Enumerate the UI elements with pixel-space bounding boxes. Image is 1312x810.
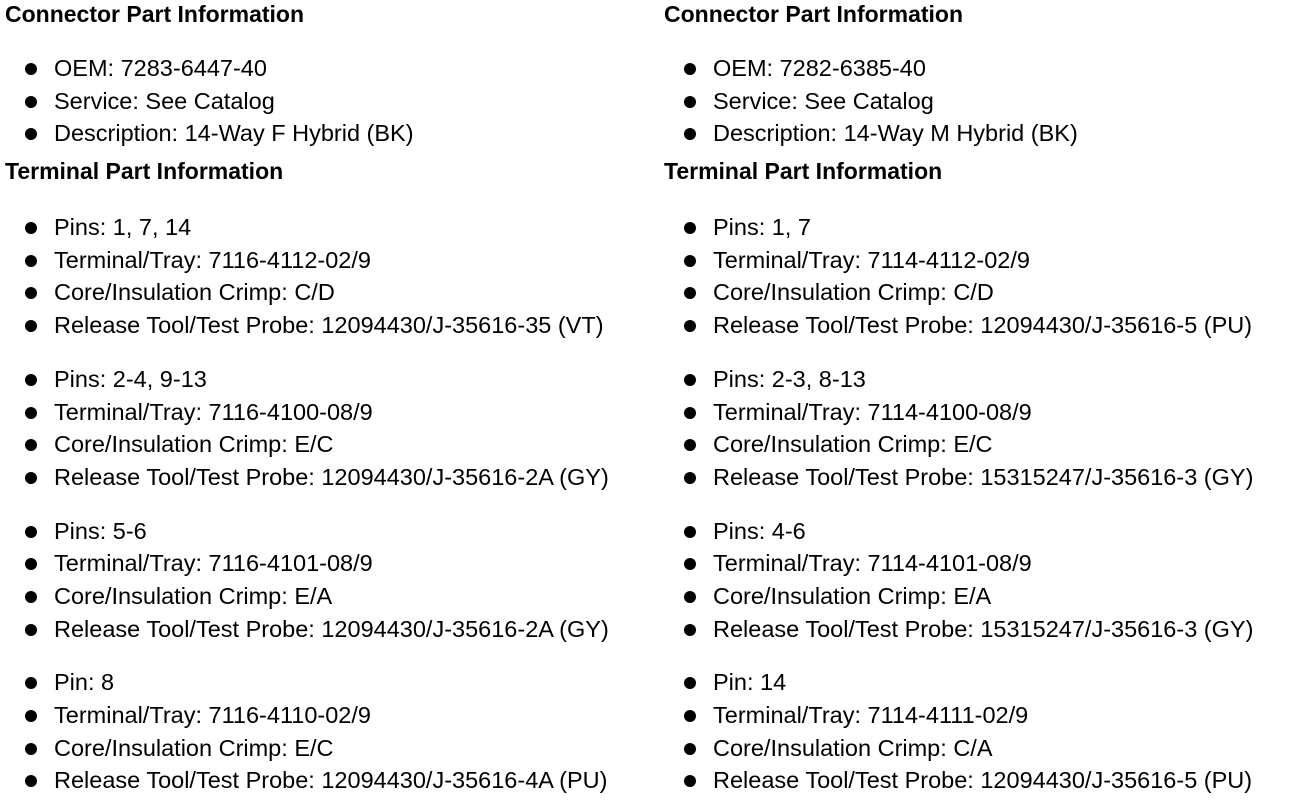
bullet-icon — [684, 775, 696, 787]
terminal-tray-text: Terminal/Tray: 7114-4111-02/9 — [713, 702, 1029, 728]
bullet-icon — [25, 677, 37, 689]
pins-text: Pin: 14 — [713, 669, 787, 696]
bullet-icon — [684, 255, 696, 267]
connector-info-list — [5, 52, 655, 150]
bullet-icon — [684, 624, 696, 636]
bullet-icon — [25, 526, 37, 538]
pins-text: Pins: 2-4, 9-13 — [54, 365, 207, 392]
bullet-icon — [25, 558, 37, 570]
list-item — [664, 547, 1312, 580]
list-item — [5, 428, 655, 461]
list-item — [664, 764, 1312, 797]
connector-heading: Connector Part Information — [664, 1, 964, 27]
list-item — [664, 396, 1312, 429]
list-item — [5, 117, 655, 150]
service-text: Service: See Catalog — [713, 87, 934, 114]
terminal-group — [5, 211, 655, 342]
list-item — [664, 699, 1312, 732]
bullet-icon — [25, 374, 37, 386]
list-item — [5, 276, 655, 309]
list-item — [664, 117, 1312, 150]
list-item — [664, 428, 1312, 461]
list-item — [5, 580, 655, 613]
connector-heading: Connector Part Information — [5, 1, 305, 27]
terminal-tray-text: Terminal/Tray: 7116-4101-08/9 — [54, 550, 373, 577]
connector-column-left — [5, 0, 655, 797]
bullet-icon — [25, 407, 37, 419]
list-item — [664, 580, 1312, 613]
list-item — [5, 211, 655, 244]
terminal-tray-text: Terminal/Tray: 7116-4110-02/9 — [54, 702, 371, 728]
bullet-icon — [684, 320, 696, 332]
bullet-icon — [25, 472, 37, 484]
bullet-icon — [25, 743, 37, 755]
pins-text: Pin: 8 — [54, 669, 115, 696]
list-item — [664, 276, 1312, 309]
pins-text: Pins: 5-6 — [54, 517, 147, 544]
bullet-icon — [25, 624, 37, 636]
bullet-icon — [684, 222, 696, 234]
bullet-icon — [684, 63, 696, 75]
bullet-icon — [25, 128, 37, 140]
release-tool-text: Release Tool/Test Probe: 12094430/J-35616-2A (GY) — [54, 615, 609, 642]
list-item — [5, 461, 655, 494]
list-item — [664, 666, 1312, 699]
crimp-text: Core/Insulation Crimp: E/C — [54, 734, 334, 761]
bullet-icon — [684, 128, 696, 140]
release-tool-text: Release Tool/Test Probe: 12094430/J-35616-5 (PU) — [713, 767, 1253, 794]
terminal-group — [5, 363, 655, 494]
bullet-icon — [684, 558, 696, 570]
bullet-icon — [684, 439, 696, 451]
list-item — [5, 309, 655, 342]
description-text: Description: 14-Way F Hybrid (BK) — [54, 120, 414, 147]
bullet-icon — [684, 710, 696, 722]
crimp-text: Core/Insulation Crimp: C/D — [713, 279, 994, 306]
list-item — [5, 613, 655, 646]
list-item — [664, 52, 1312, 85]
terminal-group — [664, 515, 1312, 646]
crimp-text: Core/Insulation Crimp: E/A — [713, 582, 992, 609]
bullet-icon — [684, 743, 696, 755]
description-text: Description: 14-Way M Hybrid (BK) — [713, 120, 1078, 147]
list-item — [5, 666, 655, 699]
list-item — [5, 85, 655, 118]
list-item — [664, 211, 1312, 244]
list-item — [664, 732, 1312, 765]
crimp-text: Core/Insulation Crimp: E/C — [54, 431, 334, 458]
terminal-tray-text: Terminal/Tray: 7114-4101-08/9 — [713, 550, 1032, 577]
release-tool-text: Release Tool/Test Probe: 15315247/J-35616-3 (GY) — [713, 615, 1254, 642]
list-item — [5, 764, 655, 797]
bullet-icon — [684, 677, 696, 689]
release-tool-text: Release Tool/Test Probe: 15315247/J-35616-3 (GY) — [713, 463, 1254, 490]
release-tool-text: Release Tool/Test Probe: 12094430/J-35616-2A (GY) — [54, 463, 609, 490]
bullet-icon — [684, 591, 696, 603]
list-item — [664, 244, 1312, 277]
crimp-text: Core/Insulation Crimp: E/A — [54, 582, 333, 609]
list-item — [5, 732, 655, 765]
terminal-group — [5, 666, 655, 797]
terminal-tray-text: Terminal/Tray: 7116-4112-02/9 — [54, 246, 371, 273]
release-tool-text: Release Tool/Test Probe: 12094430/J-35616-35 (VT) — [54, 312, 604, 339]
terminal-group — [664, 363, 1312, 494]
pins-text: Pins: 1, 7 — [713, 214, 811, 241]
terminal-heading: Terminal Part Information — [5, 158, 284, 185]
bullet-icon — [25, 320, 37, 332]
crimp-text: Core/Insulation Crimp: E/C — [713, 431, 993, 458]
list-item — [664, 515, 1312, 548]
service-text: Service: See Catalog — [54, 87, 275, 114]
bullet-icon — [684, 526, 696, 538]
terminal-tray-text: Terminal/Tray: 7114-4100-08/9 — [713, 398, 1032, 425]
bullet-icon — [684, 374, 696, 386]
list-item — [5, 699, 655, 732]
bullet-icon — [25, 775, 37, 787]
connector-column-right — [664, 0, 1312, 797]
list-item — [664, 363, 1312, 396]
pins-text: Pins: 2-3, 8-13 — [713, 365, 866, 392]
bullet-icon — [684, 407, 696, 419]
crimp-text: Core/Insulation Crimp: C/A — [713, 734, 993, 761]
oem-text: OEM: 7282-6385-40 — [713, 55, 926, 81]
bullet-icon — [25, 439, 37, 451]
release-tool-text: Release Tool/Test Probe: 12094430/J-35616-4A (PU) — [54, 767, 608, 794]
list-item — [5, 547, 655, 580]
list-item — [664, 85, 1312, 118]
release-tool-text: Release Tool/Test Probe: 12094430/J-35616-5 (PU) — [713, 312, 1253, 339]
pins-text: Pins: 1, 7, 14 — [54, 214, 192, 241]
bullet-icon — [684, 472, 696, 484]
list-item — [664, 461, 1312, 494]
bullet-icon — [25, 222, 37, 234]
bullet-icon — [25, 255, 37, 267]
pins-text: Pins: 4-6 — [713, 517, 806, 544]
list-item — [5, 396, 655, 429]
terminal-group — [664, 211, 1312, 342]
bullet-icon — [684, 287, 696, 299]
list-item — [664, 613, 1312, 646]
bullet-icon — [684, 96, 696, 108]
oem-text: OEM: 7283-6447-40 — [54, 55, 267, 81]
bullet-icon — [25, 591, 37, 603]
terminal-heading: Terminal Part Information — [664, 158, 943, 185]
terminal-group — [664, 666, 1312, 797]
connector-info-list — [664, 52, 1312, 150]
terminal-tray-text: Terminal/Tray: 7114-4112-02/9 — [713, 246, 1030, 273]
list-item — [5, 363, 655, 396]
list-item — [5, 244, 655, 277]
bullet-icon — [25, 96, 37, 108]
list-item — [5, 52, 655, 85]
terminal-tray-text: Terminal/Tray: 7116-4100-08/9 — [54, 398, 373, 425]
bullet-icon — [25, 63, 37, 75]
list-item — [5, 515, 655, 548]
list-item — [664, 309, 1312, 342]
bullet-icon — [25, 710, 37, 722]
bullet-icon — [25, 287, 37, 299]
crimp-text: Core/Insulation Crimp: C/D — [54, 279, 335, 306]
terminal-group — [5, 515, 655, 646]
